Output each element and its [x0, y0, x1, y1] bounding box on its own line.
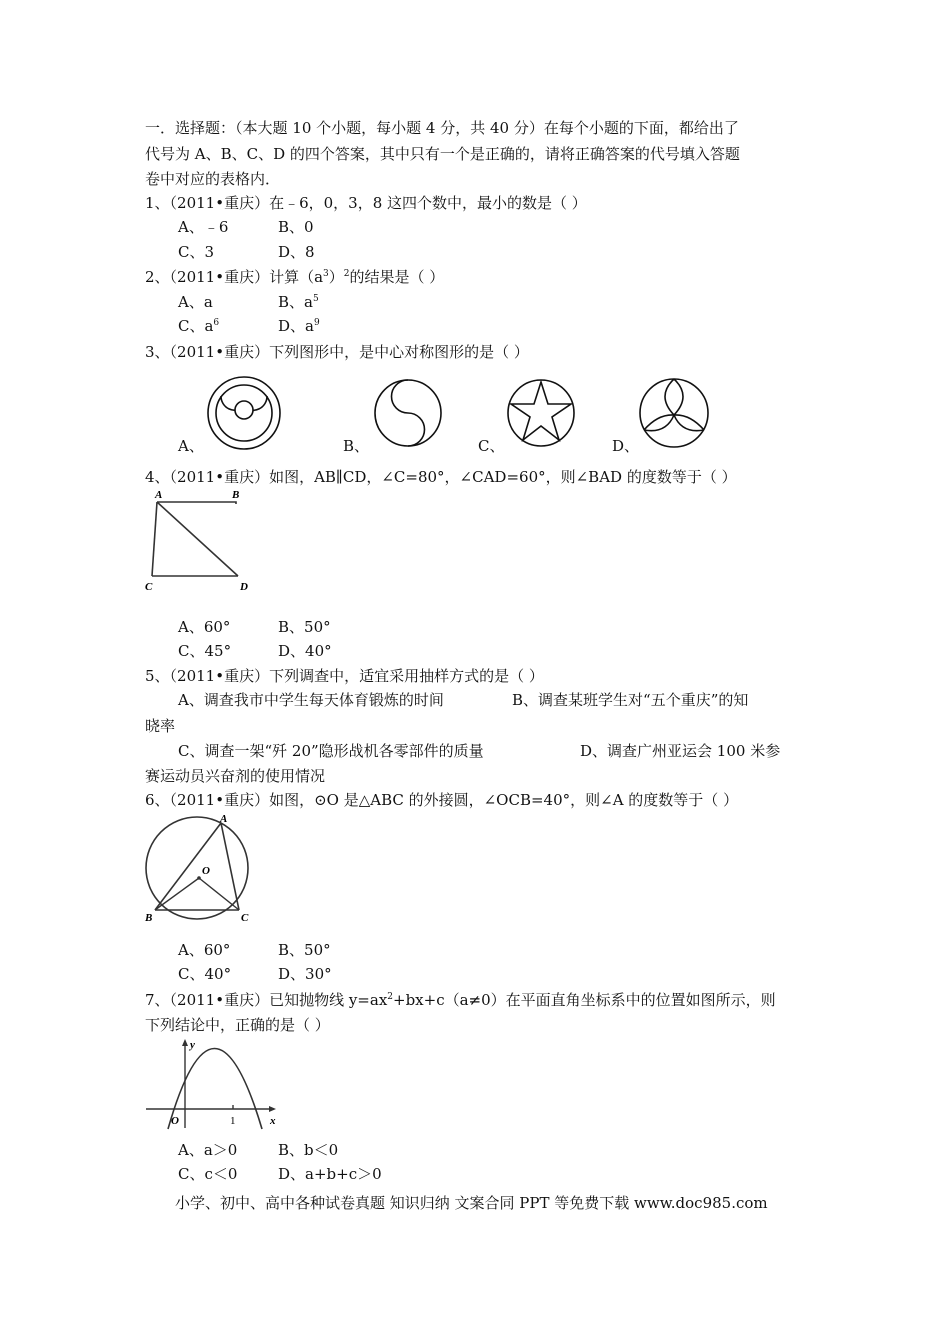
q6-figure — [140, 810, 260, 922]
q3-stem: 3、（2011•重庆）下列图形中，是中心对称图形的是（ ） — [145, 343, 529, 361]
q5-option-a: A、调查我市中学生每天体育锻炼的时间 — [178, 691, 444, 709]
q7-label-one: 1 — [230, 1115, 236, 1127]
q7-figure — [142, 1036, 282, 1130]
q6-option-a: A、60° — [178, 941, 231, 959]
q6-option-b: B、50° — [278, 941, 331, 959]
q7-label-origin: O — [171, 1115, 179, 1127]
q4-option-a: A、60° — [178, 618, 231, 636]
q7-option-b: B、b＜0 — [278, 1141, 339, 1159]
q2-option-b: B、$a^5$ — [278, 293, 319, 311]
q4-option-b: B、50° — [278, 618, 331, 636]
q6-label-b: B — [145, 912, 153, 922]
q5-option-b-part1: B、调查某班学生对“五个重庆”的知 — [512, 691, 749, 709]
q7-label-x: x — [270, 1115, 276, 1127]
q4-option-d: D、40° — [278, 642, 332, 660]
q3-option-b: B、 — [343, 437, 370, 455]
q5-option-d-part2: 赛运动员兴奋剂的使用情况 — [145, 767, 326, 785]
q6-label-a: A — [220, 813, 228, 825]
q7-option-d: D、a+b+c＞0 — [278, 1165, 382, 1183]
q6-option-c: C、40° — [178, 965, 232, 983]
q3-option-c: C、 — [478, 437, 505, 455]
q7-option-a: A、a＞0 — [178, 1141, 238, 1159]
q1-option-b: B、0 — [278, 218, 314, 236]
section-line-3: 卷中对应的表格内． — [145, 170, 281, 188]
q6-option-d: D、30° — [278, 965, 332, 983]
q6-label-o: O — [202, 865, 210, 877]
q2-option-c: C、$a^6$ — [178, 317, 220, 335]
q4-stem: 4、（2011•重庆）如图，AB∥CD，∠C=80°，∠CAD=60°，则∠BAD 的度数等于（ ） — [145, 468, 737, 486]
q2-option-a: A、a — [178, 293, 213, 311]
q1-option-d: D、8 — [278, 243, 315, 261]
section-line-2: 代号为 A、B、C、D 的四个答案，其中只有一个是正确的，请将正确答案的代号填入答题 — [145, 145, 740, 163]
footer-text: 小学、初中、高中各种试卷真题 知识归纳 文案合同 PPT 等免费下载 www.doc985.com — [175, 1194, 768, 1212]
q7-option-c: C、c＜0 — [178, 1165, 238, 1183]
q5-stem: 5、（2011•重庆）下列调查中，适宜采用抽样方式的是（ ） — [145, 667, 544, 685]
q4-label-d: D — [240, 581, 248, 593]
q3-option-a: A、 — [178, 437, 204, 455]
q7-label-y: y — [190, 1039, 195, 1051]
q3-figure-c — [504, 374, 578, 452]
q5-option-d-part1: D、调查广州亚运会 100 米参 — [580, 742, 781, 760]
q7-stem-line1: 7、（2011•重庆）已知抛物线 $y=ax^2+bx+c(a\ne 0)$在平面直角坐标系中的位置如图所示，则 — [145, 991, 776, 1009]
q4-figure — [142, 488, 257, 596]
q6-label-c: C — [241, 912, 249, 922]
q5-option-c: C、调查一架“歼 20”隐形战机各零部件的质量 — [178, 742, 484, 760]
q5-option-b-part2: 晓率 — [145, 717, 176, 735]
q1-stem: 1、（2011•重庆）在﹣6，0，3，8 这四个数中，最小的数是（ ） — [145, 194, 587, 212]
q7-stem-line2: 下列结论中，正确的是（ ） — [145, 1016, 330, 1034]
q2-stem: 2、（2011•重庆）计算$(a^3)^2$的结果是（ ） — [145, 268, 445, 286]
q3-figure-a — [205, 374, 283, 452]
q6-stem: 6、（2011•重庆）如图，⊙O 是△ABC 的外接圆，∠OCB=40°，则∠A 的度数等于（ ） — [145, 791, 739, 809]
q4-label-b: B — [232, 489, 240, 501]
q4-option-c: C、45° — [178, 642, 232, 660]
q3-figure-d — [636, 374, 712, 452]
q2-option-d: D、$a^9$ — [278, 317, 320, 335]
q4-label-c: C — [145, 581, 153, 593]
q1-option-a: A、﹣6 — [178, 218, 229, 236]
q3-figure-b — [372, 374, 444, 452]
section-line-1: 一．选择题：（本大题 10 个小题，每小题 4 分，共 40 分）在每个小题的下面，都给出了 — [145, 119, 739, 137]
q4-label-a: A — [155, 489, 163, 501]
q1-option-c: C、3 — [178, 243, 215, 261]
q3-option-d: D、 — [612, 437, 640, 455]
